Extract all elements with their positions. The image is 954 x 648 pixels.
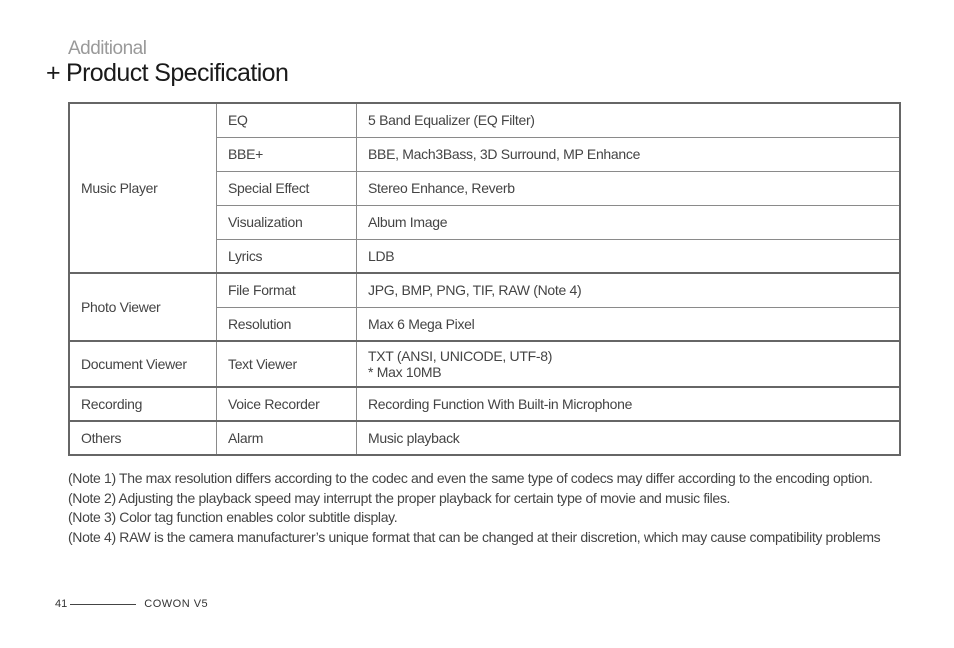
footer <box>55 598 208 610</box>
table-row <box>69 273 900 307</box>
category-cell: Document Viewer <box>69 341 217 387</box>
category-cell: Others <box>69 421 217 455</box>
table-row <box>69 387 900 421</box>
value-cell: JPG, BMP, PNG, TIF, RAW (Note 4) <box>357 273 901 307</box>
value-cell: Recording Function With Built-in Microphone <box>357 387 901 421</box>
value-cell: 5 Band Equalizer (EQ Filter) <box>357 103 901 137</box>
feature-cell: Visualization <box>217 205 357 239</box>
note-line: (Note 4) RAW is the camera manufacturer’s unique format that can be changed at their discretion, which may cause compatibility problems <box>68 528 881 545</box>
value-cell: LDB <box>357 239 901 273</box>
value-cell: Music playback <box>357 421 901 455</box>
value-line: TXT (ANSI, UNICODE, UTF-8) <box>368 348 553 364</box>
table-row <box>69 103 900 137</box>
note-line: (Note 2) Adjusting the playback speed may interrupt the proper playback for certain type of movie and music files. <box>68 489 731 506</box>
feature-cell: Text Viewer <box>217 341 357 387</box>
feature-cell: Alarm <box>217 421 357 455</box>
value-cell: Album Image <box>357 205 901 239</box>
feature-cell: BBE+ <box>217 137 357 171</box>
category-cell: Photo Viewer <box>69 273 217 341</box>
section-label: Additional <box>68 38 147 59</box>
feature-cell: Lyrics <box>217 239 357 273</box>
feature-cell: Special Effect <box>217 171 357 205</box>
note-line: (Note 1) The max resolution differs according to the codec and even the same type of codecs may differ according to the encoding option. <box>68 470 873 486</box>
page-title <box>46 59 288 88</box>
table-row <box>69 341 900 387</box>
value-cell: Stereo Enhance, Reverb <box>357 171 901 205</box>
table-row <box>69 421 900 455</box>
category-cell: Recording <box>69 387 217 421</box>
notes <box>68 469 880 547</box>
value-cell: BBE, Mach3Bass, 3D Surround, MP Enhance <box>357 137 901 171</box>
brand-name: COWON V5 <box>144 598 209 610</box>
feature-cell: EQ <box>217 103 357 137</box>
plus-icon: + <box>46 59 60 87</box>
feature-cell: File Format <box>217 273 357 307</box>
value-line: * Max 10MB <box>368 364 442 380</box>
category-cell: Music Player <box>69 103 217 273</box>
spec-table <box>68 102 901 456</box>
note-line: (Note 3) Color tag function enables color subtitle display. <box>68 509 398 525</box>
page-number: 41 <box>55 598 68 610</box>
footer-rule <box>70 604 136 605</box>
feature-cell: Resolution <box>217 307 357 341</box>
page-title-text: Product Specification <box>66 59 289 87</box>
value-cell: Max 6 Mega Pixel <box>357 307 901 341</box>
feature-cell: Voice Recorder <box>217 387 357 421</box>
value-cell <box>357 341 901 387</box>
